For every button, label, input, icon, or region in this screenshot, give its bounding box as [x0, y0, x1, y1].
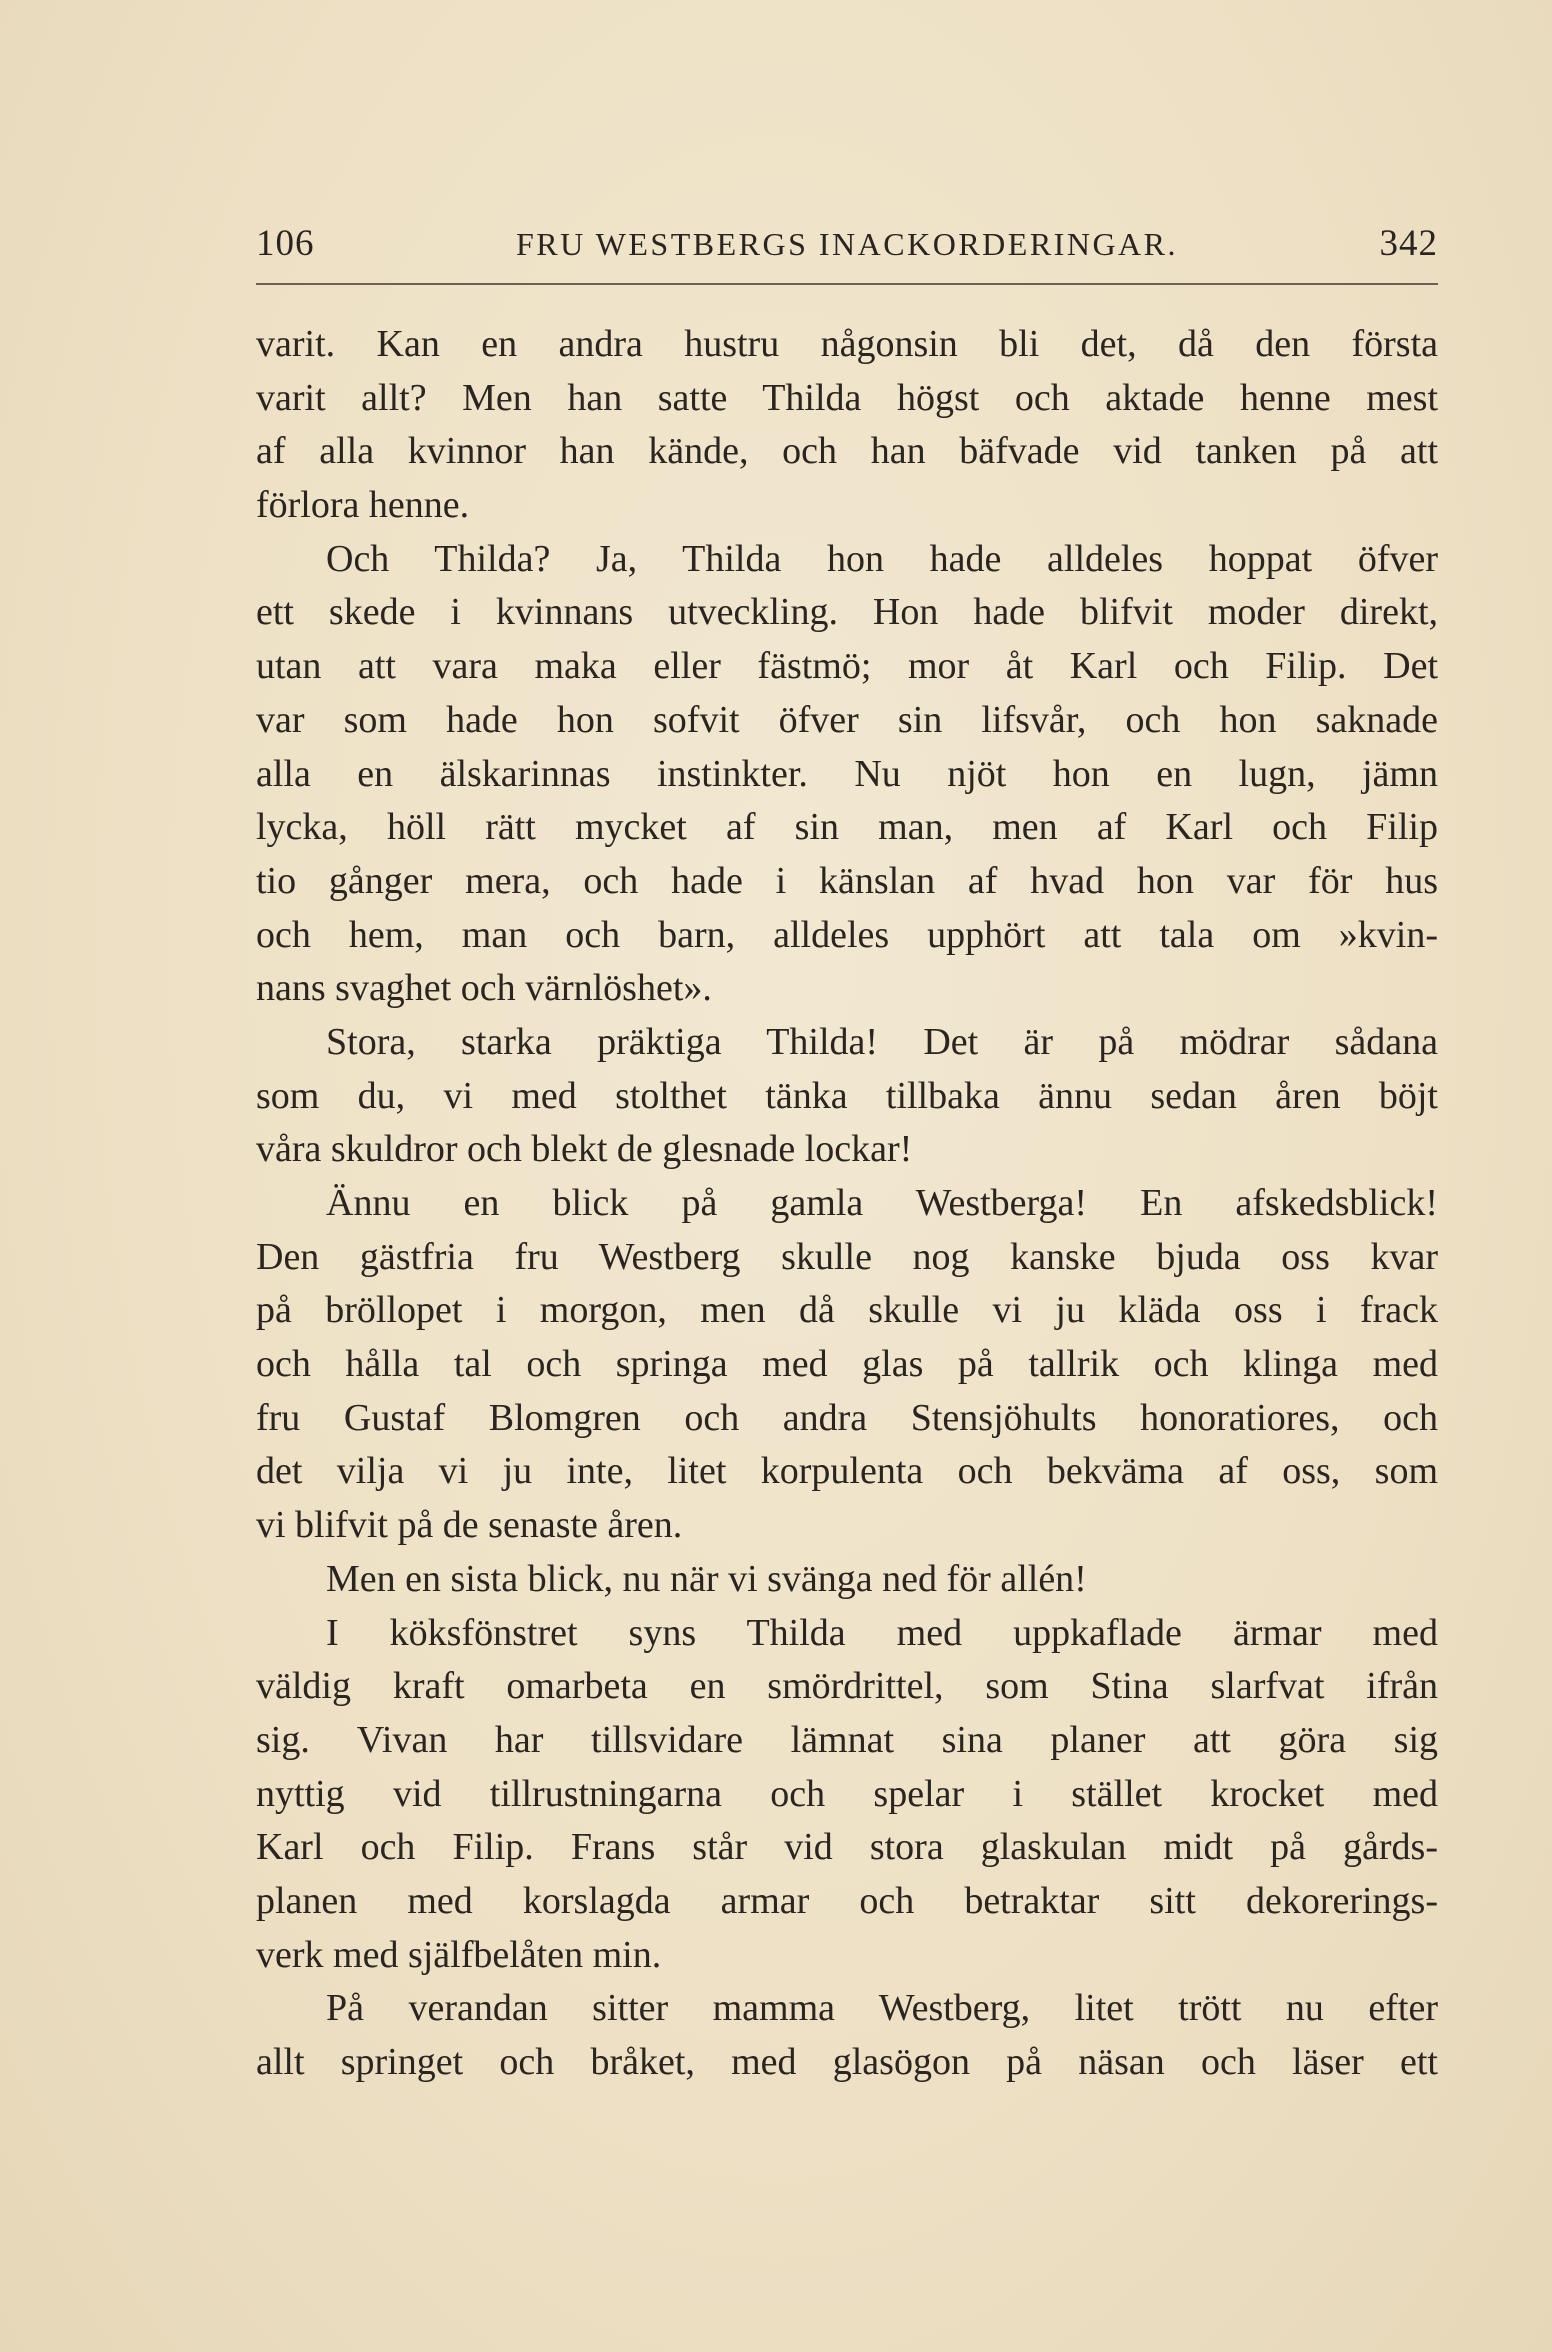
text-line: Men en sista blick, nu när vi svänga ned för allén!	[326, 1557, 1087, 1600]
text-line: vi blifvit på de senaste åren.	[256, 1504, 683, 1547]
body-text	[256, 318, 1438, 2090]
signature-mark: 342	[1379, 223, 1438, 264]
text-line: nyttig vid tillrustningarna och spelar i stället krocket med	[256, 1772, 1438, 1815]
text-line: var som hade hon sofvit öfver sin lifsvår, och hon saknade	[256, 698, 1438, 741]
text-line: tio gånger mera, och hade i känslan af hvad hon var för hus	[256, 859, 1438, 902]
text-line: verk med själfbelåten min.	[256, 1933, 662, 1976]
page-number: 106	[256, 223, 315, 264]
header-rule	[256, 283, 1438, 285]
text-line: Stora, starka präktiga Thilda! Det är på mödrar sådana	[326, 1020, 1438, 1063]
text-line: väldig kraft omarbeta en smördrittel, som Stina slarfvat ifrån	[256, 1665, 1438, 1708]
text-line: det vilja vi ju inte, litet korpulenta och bekväma af oss, som	[256, 1450, 1438, 1493]
text-line: varit. Kan en andra hustru någonsin bli det, då den första	[256, 323, 1438, 365]
text-line: Den gästfria fru Westberg skulle nog kanske bjuda oss kvar	[256, 1235, 1438, 1278]
text-line: som du, vi med stolthet tänka tillbaka ännu sedan åren böjt	[256, 1074, 1438, 1117]
running-title: FRU WESTBERGS INACKORDERINGAR.	[515, 226, 1178, 262]
text-line: I köksfönstret syns Thilda med uppkaflade ärmar med	[326, 1611, 1438, 1654]
text-line: planen med korslagda armar och betraktar sitt dekorerings-	[256, 1879, 1438, 1922]
text-line: alla en älskarinnas instinkter. Nu njöt hon en lugn, jämn	[256, 752, 1438, 795]
text-line: lycka, höll rätt mycket af sin man, men af Karl och Filip	[256, 806, 1438, 849]
text-line: af alla kvinnor han kände, och han bäfvade vid tanken på att	[256, 430, 1438, 473]
text-line: allt springet och bråket, med glasögon på näsan och läser ett	[256, 2041, 1438, 2083]
text-line: och hem, man och barn, alldeles upphört att tala om »kvin-	[256, 913, 1438, 956]
text-line: sig. Vivan har tillsvidare lämnat sina planer att göra sig	[256, 1718, 1438, 1761]
text-line: nans svaghet och värnlöshet».	[256, 967, 712, 1010]
text-line: utan att vara maka eller fästmö; mor åt Karl och Filip. Det	[256, 645, 1438, 688]
text-line: På verandan sitter mamma Westberg, litet trött nu efter	[326, 1987, 1438, 2030]
text-line: varit allt? Men han satte Thilda högst och aktade henne mest	[256, 376, 1438, 419]
text-line: Ännu en blick på gamla Westberga! En afskedsblick!	[326, 1182, 1438, 1224]
running-head	[256, 222, 1438, 282]
text-line: på bröllopet i morgon, men då skulle vi ju kläda oss i frack	[256, 1289, 1438, 1332]
text-line: Och Thilda? Ja, Thilda hon hade alldeles hoppat öfver	[326, 537, 1438, 580]
text-line: förlora henne.	[256, 484, 470, 527]
text-line: ett skede i kvinnans utveckling. Hon hade blifvit moder direkt,	[256, 591, 1438, 634]
text-line: Karl och Filip. Frans står vid stora glaskulan midt på gårds-	[256, 1826, 1438, 1869]
text-line: fru Gustaf Blomgren och andra Stensjöhults honoratiores, och	[256, 1396, 1438, 1439]
text-line: våra skuldror och blekt de glesnade lockar!	[256, 1128, 913, 1171]
text-line: och hålla tal och springa med glas på tallrik och klinga med	[256, 1343, 1438, 1386]
